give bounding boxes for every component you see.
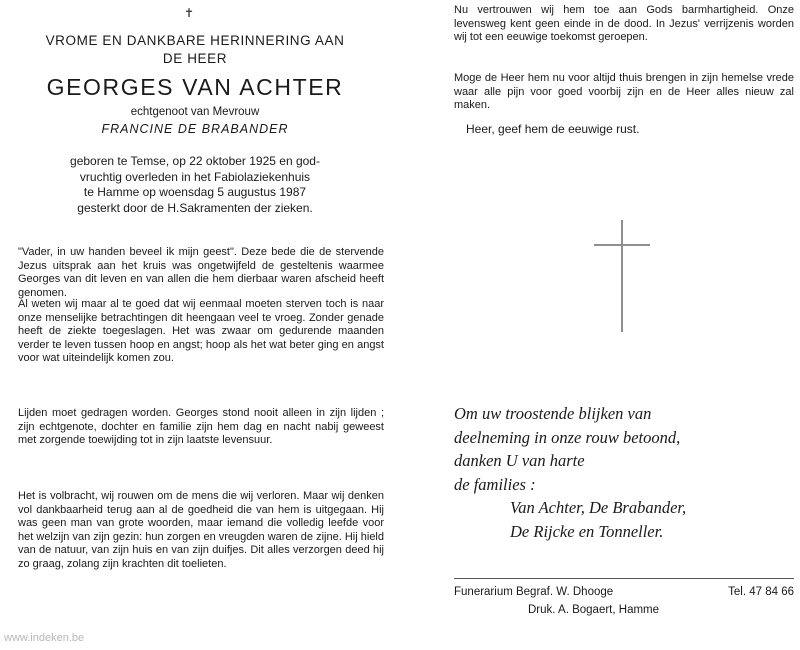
thanks-line-2: deelneming in onze rouw betoond,	[454, 427, 681, 447]
thanks-line-3: danken U van harte	[454, 451, 585, 470]
family-line-2: De Rijcke en Tonneller.	[510, 521, 664, 541]
phone-number: Tel. 47 84 66	[728, 586, 794, 598]
thanks-message	[454, 402, 794, 496]
paragraph-1: "Vader, in uw handen beveel ik mijn geest". Deze bede die de stervende Jezus uitsprak aan het kruis was ongetwijfeld de gesteltenis waarmee Georges van dit leven en van allen die hem dierbaar waren afscheid heeft genomen.	[18, 246, 384, 299]
paragraph-4: Het is volbracht, wij rouwen om de mens die wij verloren. Maar wij denken vol dankbaarheid terug aan al de goedheid die van hem is uitgegaan. Hij was geen man van grote woorden, maar iemand die volledig leefde voor het welzijn van zijn gezin: hun zorgen en vreugden waren de zijne. Hij hield van de natuur, van zijn huis en van zijn duifjes. Dit alles verzorgen deed hij zo graag, zolang zijn krachten dit toelieten.	[18, 490, 384, 570]
bio-line-4: gesterkt door de H.Sakramenten der zieken.	[77, 200, 313, 215]
paragraph-2: Al weten wij maar al te goed dat wij eenmaal moeten sterven toch is naar onze menselijke betrachtingen dit heengaan veel te vroeg. Zonder genade heeft de ziekte toegeslagen. Het was zwaar om gedurende maanden verder te leven tussen hoop en angst; hoop als het wat beter ging en angst voor wat uiteindelijk komen zou.	[18, 298, 384, 365]
funeral-info	[454, 586, 794, 598]
cross-horizontal-bar	[594, 244, 650, 246]
heading-line-1: VROME EN DANKBARE HERINNERING AAN	[45, 33, 345, 48]
thanks-line-1: Om uw troostende blijken van	[454, 404, 652, 423]
paragraph-3: Lijden moet gedragen worden. Georges stond nooit alleen in zijn lijden ; zijn echtgenote, dochter en familie zijn hem dag en nacht nabij geweest met zorgende toewijding tot in zijn laatste levensuur.	[18, 407, 384, 447]
family-names	[510, 496, 790, 543]
family-line-1: Van Achter, De Brabander,	[510, 498, 687, 517]
funeral-home: Funerarium Begraf. W. Dhooge	[454, 586, 614, 598]
deceased-name: GEORGES VAN ACHTER	[46, 74, 344, 100]
right-page	[400, 0, 800, 650]
bio-line-3: te Hamme op woensdag 5 augustus 1987	[83, 185, 307, 199]
watermark: www.indeken.be	[4, 632, 85, 644]
footer-divider	[454, 578, 794, 579]
spouse-name: FRANCINE DE BRABANDER	[101, 122, 289, 136]
memorial-heading	[0, 32, 390, 68]
biography	[0, 154, 390, 216]
bio-line-2: vruchtig overleden in het Fabiolaziekenhuis	[79, 169, 311, 184]
prayer-line: Heer, geef hem de eeuwige rust.	[466, 122, 640, 136]
thanks-line-4: de families :	[454, 474, 536, 494]
cross-vertical-bar	[621, 220, 623, 332]
bio-line-1: geboren te Temse, op 22 oktober 1925 en god-	[70, 154, 320, 168]
heading-line-2: DE HEER	[162, 51, 228, 66]
spouse-intro: echtgenoot van Mevrouw	[130, 106, 260, 118]
right-paragraph-2: Moge de Heer hem nu voor altijd thuis brengen in zijn hemelse vrede waar alle pijn voor goed voorbij zijn en de Heer alles nieuw zal maken.	[454, 72, 794, 112]
printer-info: Druk. A. Bogaert, Hamme	[528, 604, 660, 616]
right-paragraph-1: Nu vertrouwen wij hem toe aan Gods barmhartigheid. Onze levensweg kent geen einde in de dood. In Jezus' verrijzenis worden wij tot een eeuwige toekomst geroepen.	[454, 4, 794, 44]
small-cross-icon: ✝	[184, 6, 195, 20]
